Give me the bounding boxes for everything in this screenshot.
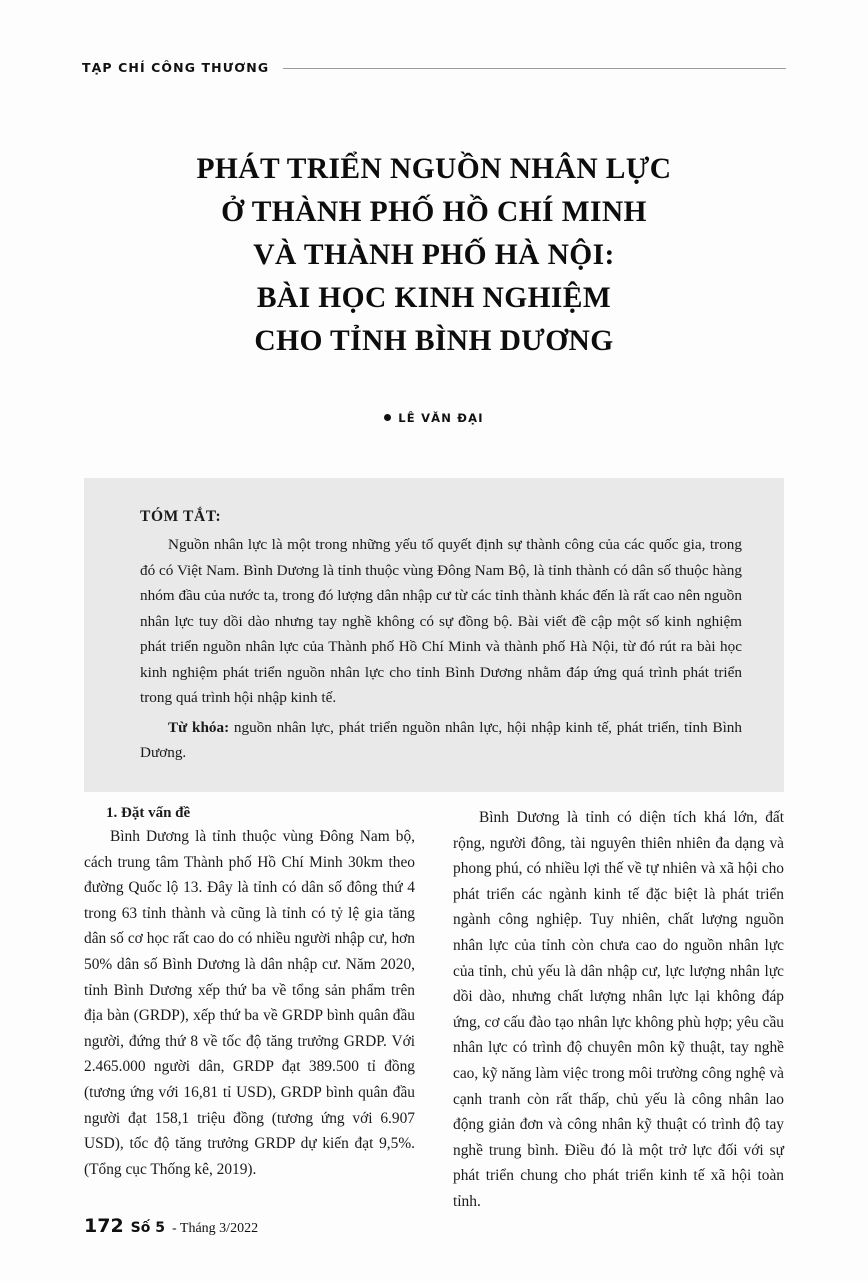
issue-number: Số 5: [130, 1220, 165, 1236]
abstract-box: [84, 478, 784, 792]
body-paragraph-left: Bình Dương là tỉnh thuộc vùng Đông Nam bộ, cách trung tâm Thành phố Hồ Chí Minh 30km theo đường Quốc lộ 13. Đây là tỉnh có dân số đông thứ 4 trong 63 tỉnh thành và cũng là tỉnh có tỷ lệ gia tăng dân số cơ học rất cao do có nhiều người nhập cư, hơn 50% dân số Bình Dương là dân nhập cư. Năm 2020, tỉnh Bình Dương xếp thứ ba về tổng sản phẩm trên địa bàn (GRDP), xếp thứ ba về GRDP bình quân đầu người, đứng thứ 8 về tốc độ tăng trưởng GRDP. Với 2.465.000 người dân, GRDP đạt 389.500 tỉ đồng (tương ứng với 16,81 tỉ USD), GRDP bình quân đầu người đạt 158,1 triệu đồng (tương ứng với 6.907 USD), tốc độ tăng trưởng GRDP dự kiến đạt 9,5%. (Tổng cục Thống kê, 2019).: [84, 828, 415, 1178]
title-line-1: PHÁT TRIỂN NGUỒN NHÂN LỰC: [196, 153, 672, 185]
column-right: [453, 805, 784, 1215]
issue-date: - Tháng 3/2022: [172, 1221, 259, 1236]
bullet-dot-icon: [384, 414, 391, 421]
author-name: LÊ VĂN ĐẠI: [398, 410, 484, 425]
keywords-text: nguồn nhân lực, phát triển nguồn nhân lực, hội nhập kinh tế, phát triển, tỉnh Bình Dương.: [140, 718, 742, 761]
running-head: [82, 60, 786, 75]
title-line-4: BÀI HỌC KINH NGHIỆM: [256, 282, 612, 314]
abstract-paragraph: Nguồn nhân lực là một trong những yếu tố quyết định sự thành công của các quốc gia, trong đó có Việt Nam. Bình Dương là tỉnh thuộc vùng Đông Nam Bộ, là tỉnh thành có dân số thuộc hàng nhóm đầu của nước ta, trong đó lượng dân nhập cư từ các tỉnh thành khác đến là rất cao nên nguồn nhân lực tuy dồi dào nhưng tay nghề không có sự đồng bộ. Bài viết đề cập một số kinh nghiệm phát triển nguồn nhân lực của Thành phố Hồ Chí Minh và thành phố Hà Nội, từ đó rút ra bài học kinh nghiệm phát triển nguồn nhân lực cho tỉnh Bình Dương nhằm đáp ứng quá trình phát triển trong quá trình hội nhập kinh tế.: [140, 536, 742, 706]
body-paragraph-right: Bình Dương là tỉnh có diện tích khá lớn, đất rộng, người đông, tài nguyên thiên nhiên đa dạng và phong phú, có nhiều lợi thế về tự nhiên và xã hội cho phát triển các ngành kinh tế đặc biệt là phát triển ngành công nghiệp. Tuy nhiên, chất lượng nguồn nhân lực của tỉnh còn chưa cao do nguồn nhân lực của tỉnh, chủ yếu là dân nhập cư, lực lượng nhân lực dồi dào, nhưng chất lượng nhân lực lại không đáp ứng, cơ cấu đào tạo nhân lực không phù hợp; yêu cầu nhân lực có trình độ chuyên môn kỹ thuật, tay nghề cao, kỹ năng làm việc trong môi trường công nghệ và cạnh tranh còn rất thấp, chủ yếu là công nhân lao động giản đơn và công nhân kỹ thuật có trình độ tay nghề trung bình. Điều đó là một trở lực đối với sự phát triển chung cho phát triển kinh tế xã hội toàn tỉnh.: [453, 809, 784, 1210]
header-divider: [283, 68, 786, 69]
author-block: [84, 408, 784, 426]
column-left: [84, 805, 415, 1215]
author-line: [384, 411, 483, 425]
abstract-keywords: [140, 715, 742, 766]
title-line-3: VÀ THÀNH PHỐ HÀ NỘI:: [253, 239, 615, 271]
keywords-label: Từ khóa:: [168, 718, 230, 736]
article-title: [84, 148, 784, 363]
journal-name: TẠP CHÍ CÔNG THƯƠNG: [82, 60, 270, 75]
title-line-2: Ở THÀNH PHỐ HỒ CHÍ MINH: [221, 196, 647, 228]
page-number: 172: [84, 1215, 124, 1237]
page-footer: [84, 1215, 784, 1237]
section-heading: 1. Đặt vấn đề: [106, 805, 191, 821]
body-columns: [84, 805, 784, 1215]
title-line-5: CHO TỈNH BÌNH DƯƠNG: [254, 325, 614, 357]
abstract-heading: TÓM TẮT:: [140, 508, 222, 525]
